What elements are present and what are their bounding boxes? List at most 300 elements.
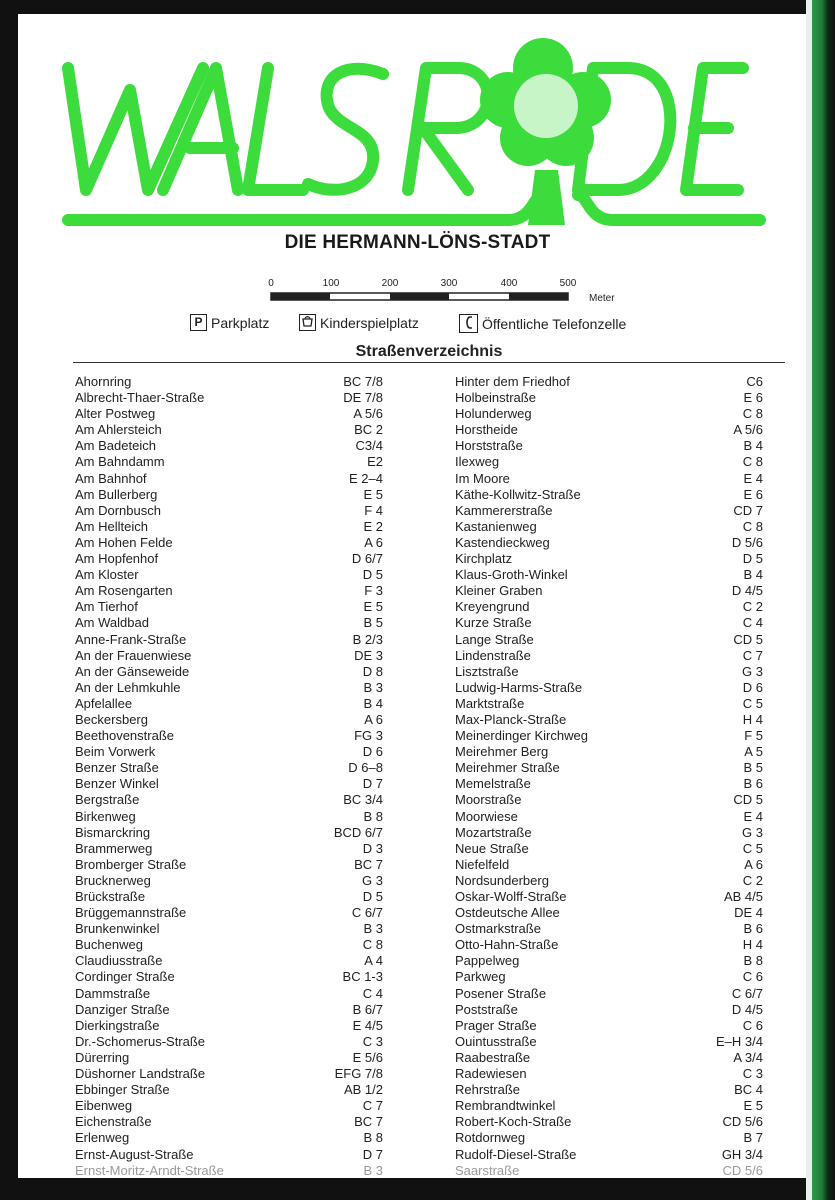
- street-entry: [455, 809, 763, 825]
- street-entry: [455, 487, 763, 503]
- street-name: Dürerring: [75, 1049, 130, 1065]
- grid-reference: E–H 3/4: [716, 1033, 763, 1049]
- grid-reference: C 7: [362, 1098, 383, 1114]
- street-name: Brückstraße: [75, 889, 146, 904]
- grid-reference: BC 1-3: [342, 969, 383, 985]
- street-entry: [455, 728, 763, 744]
- grid-reference: F 4: [364, 502, 383, 518]
- grid-reference: D 6: [742, 679, 763, 695]
- street-name: Benzer Winkel: [75, 776, 159, 792]
- grid-reference: EFG 7/8: [334, 1066, 383, 1082]
- grid-reference: C 4: [362, 985, 383, 1001]
- legend-parking: [190, 314, 269, 331]
- street-entry: [75, 648, 383, 664]
- grid-reference: E 4: [743, 808, 763, 824]
- street-name: Ahornring: [75, 374, 132, 389]
- street-name: Brüggemannstraße: [75, 905, 187, 921]
- street-name: Robert-Koch-Straße: [455, 1114, 572, 1130]
- street-entry: [455, 792, 763, 808]
- street-entry: [455, 583, 763, 599]
- street-entry: [75, 471, 383, 487]
- legend-label: Öffentliche Telefonzelle: [482, 315, 627, 332]
- grid-reference: C 7: [742, 647, 763, 663]
- grid-reference: B 4: [743, 567, 763, 583]
- street-entry: [75, 1098, 383, 1114]
- street-name: Lisztstraße: [455, 663, 519, 679]
- street-entry: [75, 986, 383, 1002]
- street-entry: [455, 986, 763, 1002]
- street-entry: [75, 1082, 383, 1098]
- street-name: Meinerdinger Kirchweg: [455, 728, 588, 744]
- grid-reference: A 3/4: [733, 1049, 763, 1065]
- street-entry: [75, 1114, 383, 1130]
- street-entry: [455, 953, 763, 969]
- legend-label: Kinderspielplatz: [320, 314, 419, 331]
- street-name: Niefelfeld: [455, 856, 510, 872]
- street-entry: [455, 825, 763, 841]
- grid-reference: E 4/5: [352, 1017, 383, 1033]
- street-entry: [455, 1098, 763, 1114]
- street-name: Buchenweg: [75, 937, 143, 953]
- grid-reference: B 5: [743, 760, 763, 776]
- street-entry: [455, 454, 763, 470]
- street-name: Ernst-Moritz-Arndt-Straße: [75, 1162, 224, 1178]
- street-name: Ludwig-Harms-Straße: [455, 679, 583, 695]
- grid-reference: B 6: [743, 921, 763, 937]
- street-name: Meirehmer Straße: [455, 760, 560, 776]
- street-name: Brunkenwinkel: [75, 921, 160, 937]
- grid-reference: C3/4: [355, 438, 383, 454]
- grid-reference: D 5/6: [731, 534, 763, 550]
- street-entry: [75, 615, 383, 631]
- street-name: Am Rosengarten: [75, 583, 173, 599]
- street-name: Rotdornweg: [455, 1130, 526, 1146]
- grid-reference: E 5: [743, 1098, 763, 1114]
- grid-reference: B 5: [363, 615, 383, 631]
- grid-reference: CD 5/6: [722, 1162, 763, 1178]
- street-name: Kastanienweg: [455, 518, 537, 534]
- street-name: Horstheide: [455, 422, 518, 438]
- grid-reference: D 4/5: [731, 583, 763, 599]
- grid-reference: A 6: [364, 534, 383, 550]
- grid-reference: DE 7/8: [343, 390, 383, 406]
- street-name: Brammerweg: [75, 840, 153, 856]
- street-entry: [75, 664, 383, 680]
- street-name: Kurze Straße: [455, 615, 532, 631]
- street-name: An der Frauenwiese: [75, 647, 192, 663]
- grid-reference: C 5: [742, 840, 763, 856]
- grid-reference: BC 7/8: [343, 374, 383, 389]
- street-name: Alter Postweg: [75, 406, 156, 422]
- street-name: Ebbinger Straße: [75, 1082, 170, 1098]
- street-name: Dr.-Schomerus-Straße: [75, 1033, 206, 1049]
- street-entry: [455, 422, 763, 438]
- grid-reference: E 6: [743, 486, 763, 502]
- grid-reference: E 2: [363, 518, 383, 534]
- street-name: Am Bahndamm: [75, 454, 165, 470]
- street-entry: [455, 1082, 763, 1098]
- grid-reference: B 8: [363, 808, 383, 824]
- street-name: Eichenstraße: [75, 1114, 152, 1130]
- street-entry: [75, 1050, 383, 1066]
- street-entry: [75, 969, 383, 985]
- grid-reference: B 6/7: [352, 1001, 383, 1017]
- grid-reference: D 4/5: [731, 1001, 763, 1017]
- street-name: Prager Straße: [455, 1017, 537, 1033]
- street-entry: [455, 680, 763, 696]
- street-name: Ostmarkstraße: [455, 921, 541, 937]
- street-entry: [75, 551, 383, 567]
- grid-reference: A 5/6: [733, 422, 763, 438]
- grid-reference: BC 7: [354, 856, 383, 872]
- street-entry: [455, 712, 763, 728]
- street-name: Posener Straße: [455, 985, 547, 1001]
- street-entry: [455, 535, 763, 551]
- street-name: Cordinger Straße: [75, 969, 175, 985]
- grid-reference: D 5: [742, 551, 763, 567]
- street-entry: [75, 1002, 383, 1018]
- street-name: Moorwiese: [455, 808, 518, 824]
- grid-reference: C 6: [742, 969, 763, 985]
- street-entry: [455, 857, 763, 873]
- grid-reference: H 4: [742, 711, 763, 727]
- grid-reference: D 5: [362, 889, 383, 904]
- grid-reference: E 4: [743, 470, 763, 486]
- street-name: Am Dornbusch: [75, 502, 161, 518]
- street-entry: [75, 712, 383, 728]
- street-index-right-column: [455, 374, 763, 1179]
- street-entry: [75, 857, 383, 873]
- street-entry: [75, 776, 383, 792]
- street-entry: [75, 937, 383, 953]
- street-entry: [75, 1018, 383, 1034]
- grid-reference: B 3: [363, 1162, 383, 1178]
- grid-reference: E 5: [363, 599, 383, 615]
- street-entry: [75, 1147, 383, 1163]
- grid-reference: B 2/3: [352, 631, 383, 647]
- street-name: Raabestraße: [455, 1049, 531, 1065]
- street-name: Holbeinstraße: [455, 390, 536, 406]
- street-name: Meirehmer Berg: [455, 744, 549, 760]
- street-name: Benzer Straße: [75, 760, 159, 776]
- street-name: Rembrandtwinkel: [455, 1098, 556, 1114]
- grid-reference: B 4: [363, 695, 383, 711]
- grid-reference: BCD 6/7: [333, 824, 383, 840]
- grid-reference: DE 3: [354, 647, 383, 663]
- street-name: Ernst-August-Straße: [75, 1146, 194, 1162]
- grid-reference: F 3: [364, 583, 383, 599]
- playground-icon: [299, 314, 316, 331]
- grid-reference: F 5: [744, 728, 763, 744]
- grid-reference: C 4: [742, 615, 763, 631]
- grid-reference: A 6: [744, 856, 763, 872]
- street-name: Otto-Hahn-Straße: [455, 937, 559, 953]
- grid-reference: A 6: [364, 711, 383, 727]
- grid-reference: E 2–4: [349, 470, 383, 486]
- street-entry: [455, 503, 763, 519]
- grid-reference: B 4: [743, 438, 763, 454]
- street-entry: [75, 905, 383, 921]
- street-name: Holunderweg: [455, 406, 532, 422]
- grid-reference: E 5: [363, 486, 383, 502]
- grid-reference: B 7: [743, 1130, 763, 1146]
- street-name: Dammstraße: [75, 985, 151, 1001]
- street-entry: [455, 390, 763, 406]
- grid-reference: BC 7: [354, 1114, 383, 1130]
- street-entry: [455, 519, 763, 535]
- street-entry: [75, 519, 383, 535]
- grid-reference: D 7: [362, 1146, 383, 1162]
- grid-reference: CD 7: [733, 502, 763, 518]
- scale-tick-label: 500: [559, 278, 577, 289]
- street-name: Parkweg: [455, 969, 506, 985]
- street-entry: [75, 567, 383, 583]
- street-name: Pappelweg: [455, 953, 520, 969]
- scale-tick-label: 400: [500, 278, 518, 289]
- street-entry: [455, 1114, 763, 1130]
- scale-tick-label: 200: [381, 278, 399, 289]
- street-entry: [75, 760, 383, 776]
- street-entry: [75, 889, 383, 905]
- street-name: An der Lehmkuhle: [75, 679, 181, 695]
- street-entry: [455, 776, 763, 792]
- street-entry: [75, 422, 383, 438]
- street-entry: [455, 873, 763, 889]
- street-name: Rudolf-Diesel-Straße: [455, 1146, 577, 1162]
- index-title: Straßenverzeichnis: [355, 343, 503, 360]
- grid-reference: G 3: [742, 824, 763, 840]
- street-entry: [75, 825, 383, 841]
- grid-reference: C 8: [362, 937, 383, 953]
- legend-label: Parkplatz: [211, 314, 270, 331]
- street-entry: [455, 905, 763, 921]
- street-name: Am Bullerberg: [75, 486, 158, 502]
- street-entry: [75, 873, 383, 889]
- grid-reference: D 7: [362, 776, 383, 792]
- grid-reference: D 8: [362, 663, 383, 679]
- street-name: Danziger Straße: [75, 1001, 170, 1017]
- grid-reference: B 6: [743, 776, 763, 792]
- grid-reference: D 3: [362, 840, 383, 856]
- grid-reference: C 6/7: [351, 905, 383, 921]
- street-name: Max-Planck-Straße: [455, 711, 567, 727]
- street-name: Radewiesen: [455, 1066, 527, 1082]
- grid-reference: D 6/7: [351, 551, 383, 567]
- grid-reference: E2: [367, 454, 383, 470]
- grid-reference: B 8: [743, 953, 763, 969]
- street-name: Apfelallee: [75, 695, 133, 711]
- grid-reference: H 4: [742, 937, 763, 953]
- street-entry: [75, 1163, 383, 1179]
- legend-playground: [299, 314, 419, 331]
- street-entry: [455, 937, 763, 953]
- street-name: Eibenweg: [75, 1098, 133, 1114]
- street-name: Birkenweg: [75, 808, 136, 824]
- grid-reference: AB 1/2: [343, 1082, 383, 1098]
- street-name: Poststraße: [455, 1001, 518, 1017]
- grid-reference: CD 5: [733, 631, 763, 647]
- street-name: Im Moore: [455, 470, 510, 486]
- street-name: Anne-Frank-Straße: [75, 631, 187, 647]
- street-name: Lange Straße: [455, 631, 534, 647]
- street-name: Am Hohen Felde: [75, 534, 173, 550]
- telephone-icon: [459, 314, 478, 333]
- street-name: Kammererstraße: [455, 502, 553, 518]
- legend-telephone: [459, 314, 626, 333]
- street-entry: [455, 921, 763, 937]
- street-name: Düshorner Landstraße: [75, 1066, 206, 1082]
- grid-reference: C 5: [742, 695, 763, 711]
- street-name: Bergstraße: [75, 792, 140, 808]
- street-entry: [75, 953, 383, 969]
- street-entry: [455, 1018, 763, 1034]
- street-name: Oskar-Wolff-Straße: [455, 889, 567, 904]
- grid-reference: B 3: [363, 921, 383, 937]
- street-entry: [455, 1002, 763, 1018]
- street-name: Nordsunderberg: [455, 872, 549, 888]
- street-name: Saarstraße: [455, 1162, 520, 1178]
- street-name: Am Kloster: [75, 567, 139, 583]
- street-entry: [455, 567, 763, 583]
- street-entry: [455, 471, 763, 487]
- street-entry: [455, 551, 763, 567]
- street-entry: [75, 841, 383, 857]
- grid-reference: E 5/6: [352, 1049, 383, 1065]
- street-entry: [455, 696, 763, 712]
- street-entry: [455, 599, 763, 615]
- grid-reference: D 5: [362, 567, 383, 583]
- street-entry: [455, 648, 763, 664]
- grid-reference: BC 4: [734, 1082, 763, 1098]
- street-name: Bromberger Straße: [75, 856, 187, 872]
- grid-reference: G 3: [742, 663, 763, 679]
- index-divider: [73, 362, 785, 363]
- grid-reference: C 2: [742, 872, 763, 888]
- street-name: Memelstraße: [455, 776, 531, 792]
- grid-reference: C 3: [742, 1066, 763, 1082]
- scale-tick-label: 300: [440, 278, 458, 289]
- grid-reference: B 3: [363, 679, 383, 695]
- scale-unit: Meter: [589, 293, 615, 304]
- street-name: Ostdeutsche Allee: [455, 905, 560, 921]
- grid-reference: D 6: [362, 744, 383, 760]
- street-name: Am Hopfenhof: [75, 551, 159, 567]
- street-name: Beethovenstraße: [75, 728, 175, 744]
- grid-reference: A 5: [744, 744, 763, 760]
- street-entry: [75, 374, 383, 390]
- street-entry: [455, 744, 763, 760]
- grid-reference: C 8: [742, 454, 763, 470]
- street-name: Rehrstraße: [455, 1082, 521, 1098]
- street-name: Lindenstraße: [455, 647, 531, 663]
- grid-reference: C 6/7: [731, 985, 763, 1001]
- street-name: Bismarckring: [75, 824, 151, 840]
- street-name: Käthe-Kollwitz-Straße: [455, 486, 581, 502]
- street-entry: [75, 487, 383, 503]
- street-name: Beim Vorwerk: [75, 744, 156, 760]
- street-entry: [75, 792, 383, 808]
- grid-reference: C6: [746, 374, 763, 389]
- street-name: Kreyengrund: [455, 599, 530, 615]
- street-entry: [75, 599, 383, 615]
- grid-reference: BC 2: [354, 422, 383, 438]
- street-name: Dierkingstraße: [75, 1017, 160, 1033]
- street-name: Kirchplatz: [455, 551, 513, 567]
- grid-reference: D 6–8: [348, 760, 383, 776]
- street-name: Am Hellteich: [75, 518, 148, 534]
- street-entry: [455, 374, 763, 390]
- grid-reference: CD 5: [733, 792, 763, 808]
- street-entry: [455, 406, 763, 422]
- street-index-left-column: [75, 374, 383, 1179]
- grid-reference: G 3: [362, 872, 383, 888]
- grid-reference: DE 4: [734, 905, 763, 921]
- street-entry: [455, 1163, 763, 1179]
- street-entry: [455, 615, 763, 631]
- street-name: Am Tierhof: [75, 599, 138, 615]
- street-name: Am Waldbad: [75, 615, 149, 631]
- parking-icon: P: [190, 314, 207, 331]
- street-entry: [75, 535, 383, 551]
- street-name: Kastendieckweg: [455, 534, 550, 550]
- street-name: Beckersberg: [75, 711, 148, 727]
- street-name: Kleiner Graben: [455, 583, 543, 599]
- street-entry: [75, 632, 383, 648]
- street-entry: [75, 406, 383, 422]
- street-entry: [455, 969, 763, 985]
- street-entry: [455, 760, 763, 776]
- street-entry: [455, 1034, 763, 1050]
- street-name: Moorstraße: [455, 792, 522, 808]
- street-name: Mozartstraße: [455, 824, 532, 840]
- street-entry: [75, 921, 383, 937]
- grid-reference: C 8: [742, 406, 763, 422]
- street-name: Claudiusstraße: [75, 953, 163, 969]
- grid-reference: CD 5/6: [722, 1114, 763, 1130]
- folded-map-edge: [806, 0, 835, 1200]
- subtitle: DIE HERMANN-LÖNS-STADT: [284, 232, 551, 253]
- grid-reference: FG 3: [354, 728, 383, 744]
- street-entry: [455, 438, 763, 454]
- street-entry: [75, 503, 383, 519]
- street-name: Albrecht-Thaer-Straße: [75, 390, 205, 406]
- street-entry: [75, 583, 383, 599]
- street-entry: [75, 1034, 383, 1050]
- street-name: Horststraße: [455, 438, 523, 454]
- grid-reference: A 5/6: [353, 406, 383, 422]
- grid-reference: B 8: [363, 1130, 383, 1146]
- street-name: Ilexweg: [455, 454, 500, 470]
- street-entry: [75, 454, 383, 470]
- grid-reference: C 2: [742, 599, 763, 615]
- scale-tick-label: 0: [268, 278, 274, 289]
- street-name: Marktstraße: [455, 695, 525, 711]
- street-entry: [75, 728, 383, 744]
- street-name: Am Badeteich: [75, 438, 156, 454]
- grid-reference: A 4: [364, 953, 383, 969]
- street-name: Am Ahlersteich: [75, 422, 162, 438]
- street-name: An der Gänseweide: [75, 663, 190, 679]
- grid-reference: C 6: [742, 1017, 763, 1033]
- street-entry: [455, 1066, 763, 1082]
- street-entry: [75, 1066, 383, 1082]
- street-entry: [75, 390, 383, 406]
- street-name: Erlenweg: [75, 1130, 130, 1146]
- street-name: Hinter dem Friedhof: [455, 374, 570, 389]
- street-entry: [75, 1130, 383, 1146]
- scale-bar: [265, 276, 635, 306]
- street-entry: [455, 1147, 763, 1163]
